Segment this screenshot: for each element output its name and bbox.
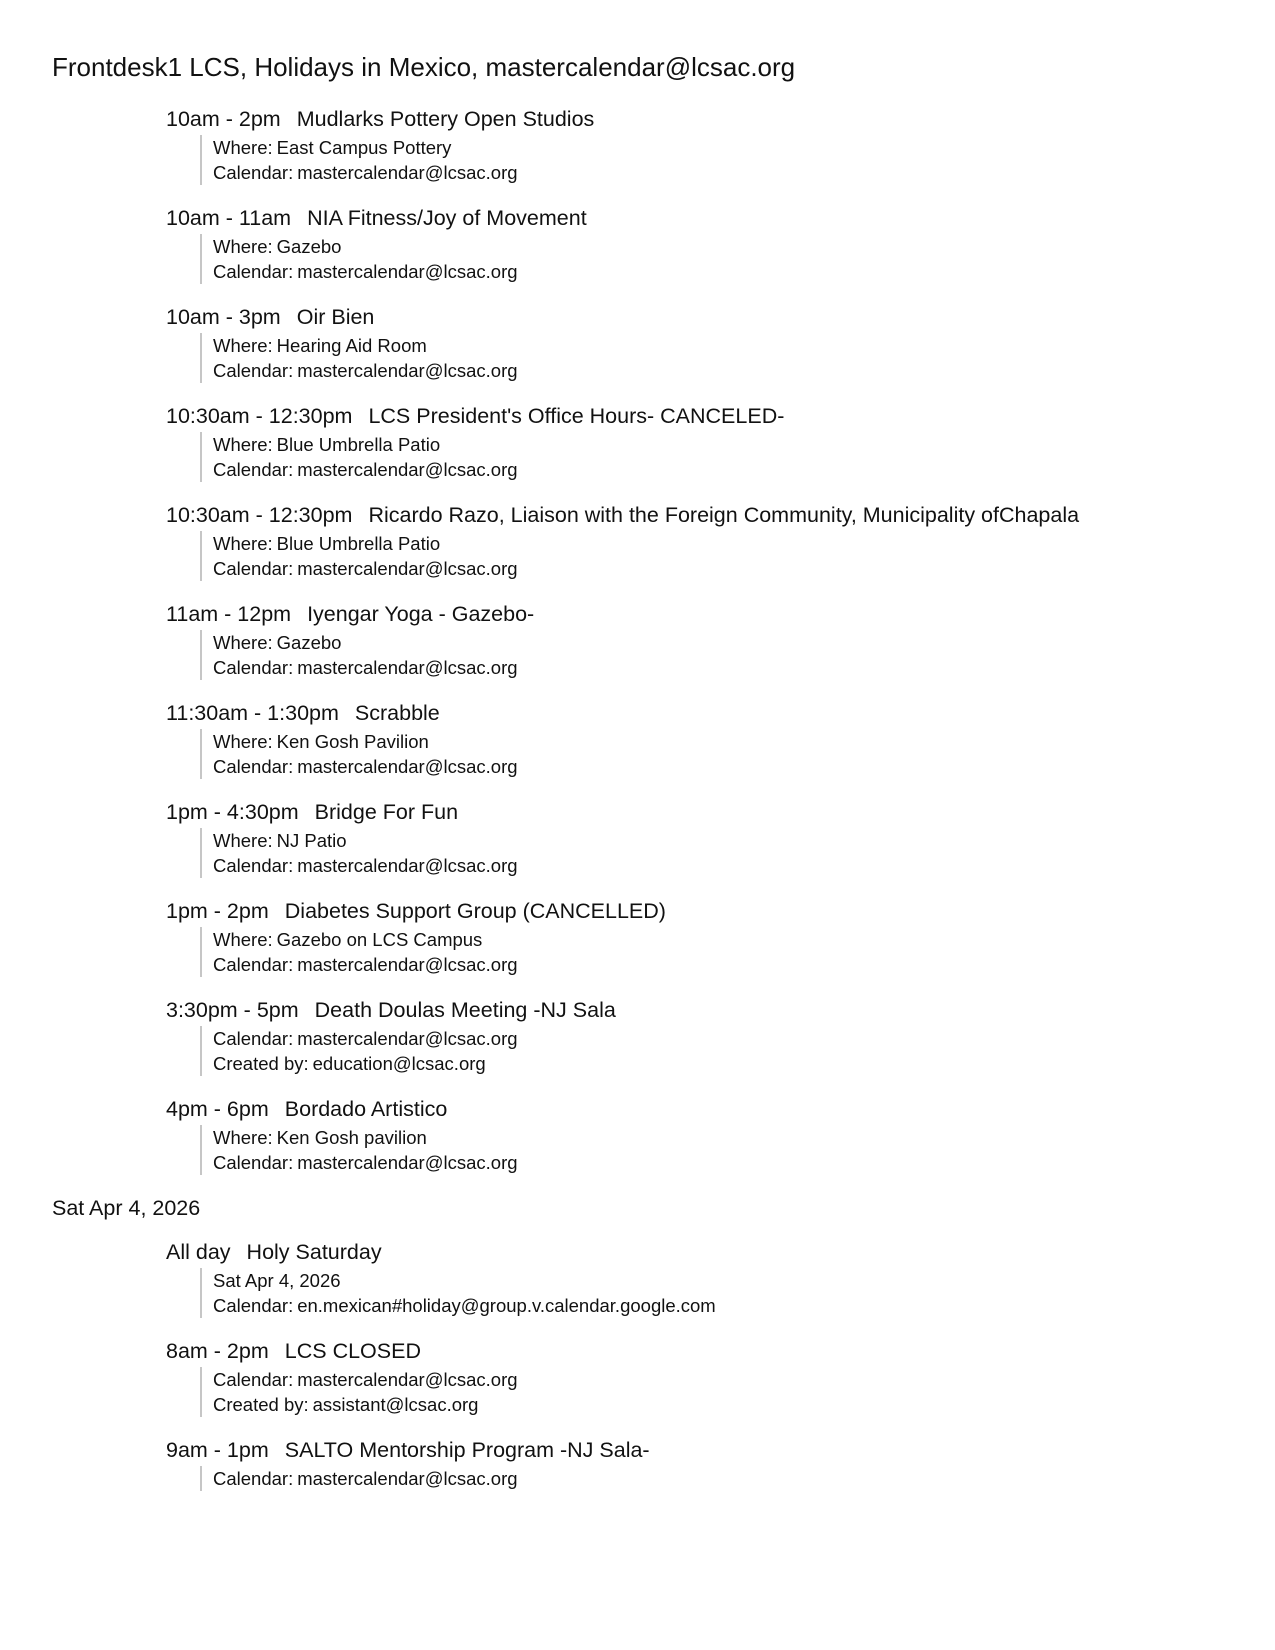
detail-value: Ken Gosh Pavilion <box>276 731 429 752</box>
detail-value: NJ Patio <box>276 830 347 851</box>
event-details <box>200 1466 1275 1491</box>
detail-row <box>213 630 1275 655</box>
detail-label: Where: <box>213 137 273 158</box>
event-details <box>200 135 1275 185</box>
detail-row <box>213 259 1275 284</box>
detail-row <box>213 333 1275 358</box>
event-item <box>166 501 1275 581</box>
event-details <box>200 333 1275 383</box>
detail-row <box>213 952 1275 977</box>
event-title: Bridge For Fun <box>314 800 459 824</box>
event-time: 9am - 1pm <box>166 1438 269 1462</box>
detail-value: mastercalendar@lcsac.org <box>297 1028 518 1049</box>
event-details <box>200 432 1275 482</box>
detail-value: Blue Umbrella Patio <box>276 434 441 455</box>
detail-label: Where: <box>213 335 273 356</box>
event-item <box>166 996 1275 1076</box>
event-title: LCS CLOSED <box>284 1339 421 1363</box>
detail-value: East Campus Pottery <box>276 137 452 158</box>
detail-label: Where: <box>213 830 273 851</box>
event-time: 8am - 2pm <box>166 1339 269 1363</box>
detail-row <box>213 1466 1275 1491</box>
event-title: Oir Bien <box>296 305 375 329</box>
event-title: LCS President's Office Hours- CANCELED- <box>368 404 785 428</box>
detail-row <box>213 1392 1275 1417</box>
event-heading <box>166 996 1275 1024</box>
event-heading <box>166 501 1275 529</box>
event-item <box>166 699 1275 779</box>
detail-label: Where: <box>213 533 273 554</box>
event-heading <box>166 1436 1275 1464</box>
detail-label: Calendar: <box>213 1468 294 1489</box>
detail-label: Calendar: <box>213 1295 294 1316</box>
detail-value: mastercalendar@lcsac.org <box>297 1152 518 1173</box>
detail-label: Calendar: <box>213 459 294 480</box>
event-heading <box>166 1095 1275 1123</box>
detail-value: mastercalendar@lcsac.org <box>297 1369 518 1390</box>
event-time: 10am - 11am <box>166 206 292 230</box>
detail-label: Calendar: <box>213 360 294 381</box>
detail-label: Where: <box>213 236 273 257</box>
detail-label: Created by: <box>213 1053 309 1074</box>
event-heading <box>166 1238 1275 1266</box>
event-details <box>200 1268 1275 1318</box>
event-heading <box>166 798 1275 826</box>
event-details <box>200 531 1275 581</box>
detail-row <box>213 1026 1275 1051</box>
detail-value: Hearing Aid Room <box>276 335 427 356</box>
date-header: Sat Apr 4, 2026 <box>52 1196 201 1220</box>
detail-value: mastercalendar@lcsac.org <box>297 756 518 777</box>
event-item <box>166 1337 1275 1417</box>
event-item <box>166 402 1275 482</box>
detail-value: Sat Apr 4, 2026 <box>213 1270 341 1291</box>
event-heading <box>166 1337 1275 1365</box>
detail-label: Where: <box>213 929 273 950</box>
event-title: Iyengar Yoga - Gazebo- <box>307 602 535 626</box>
detail-row <box>213 234 1275 259</box>
detail-label: Calendar: <box>213 1369 294 1390</box>
event-item <box>166 798 1275 878</box>
event-time: All day <box>166 1240 231 1264</box>
detail-row <box>213 1150 1275 1175</box>
detail-value: mastercalendar@lcsac.org <box>297 162 518 183</box>
event-time: 11:30am - 1:30pm <box>166 701 339 725</box>
event-title: Scrabble <box>354 701 440 725</box>
detail-label: Where: <box>213 632 273 653</box>
detail-row <box>213 1268 1275 1293</box>
event-time: 3:30pm - 5pm <box>166 998 299 1022</box>
detail-row <box>213 1125 1275 1150</box>
event-time: 11am - 12pm <box>166 602 292 626</box>
event-details <box>200 828 1275 878</box>
event-item <box>166 1095 1275 1175</box>
detail-value: education@lcsac.org <box>312 1053 486 1074</box>
event-heading <box>166 600 1275 628</box>
detail-value: mastercalendar@lcsac.org <box>297 459 518 480</box>
event-item <box>166 204 1275 284</box>
detail-row <box>213 729 1275 754</box>
detail-label: Calendar: <box>213 1152 294 1173</box>
detail-row <box>213 754 1275 779</box>
detail-label: Calendar: <box>213 657 294 678</box>
detail-label: Calendar: <box>213 558 294 579</box>
event-heading <box>166 105 1275 133</box>
event-heading <box>166 699 1275 727</box>
detail-label: Where: <box>213 434 273 455</box>
detail-label: Calendar: <box>213 1028 294 1049</box>
event-title: Diabetes Support Group (CANCELLED) <box>284 899 666 923</box>
detail-label: Calendar: <box>213 855 294 876</box>
detail-row <box>213 1293 1275 1318</box>
detail-row <box>213 432 1275 457</box>
event-heading <box>166 897 1275 925</box>
event-details <box>200 234 1275 284</box>
detail-row <box>213 531 1275 556</box>
event-details <box>200 927 1275 977</box>
detail-label: Calendar: <box>213 954 294 975</box>
event-time: 10:30am - 12:30pm <box>166 404 353 428</box>
event-time: 10am - 3pm <box>166 305 281 329</box>
event-item <box>166 1436 1275 1491</box>
event-title: NIA Fitness/Joy of Movement <box>307 206 587 230</box>
event-details <box>200 729 1275 779</box>
event-time: 1pm - 2pm <box>166 899 269 923</box>
event-details <box>200 1026 1275 1076</box>
event-title: Death Doulas Meeting -NJ Sala <box>314 998 616 1022</box>
detail-label: Created by: <box>213 1394 309 1415</box>
event-time: 4pm - 6pm <box>166 1097 269 1121</box>
detail-value: Gazebo on LCS Campus <box>276 929 483 950</box>
detail-value: assistant@lcsac.org <box>312 1394 479 1415</box>
event-details <box>200 1125 1275 1175</box>
event-title: Mudlarks Pottery Open Studios <box>296 107 595 131</box>
detail-value: Ken Gosh pavilion <box>276 1127 427 1148</box>
event-time: 1pm - 4:30pm <box>166 800 299 824</box>
agenda-list <box>0 105 1275 1510</box>
detail-label: Calendar: <box>213 261 294 282</box>
event-heading <box>166 204 1275 232</box>
event-item <box>166 1238 1275 1318</box>
event-details <box>200 630 1275 680</box>
event-title: Ricardo Razo, Liaison with the Foreign Community, Municipality ofChapala <box>368 503 1080 527</box>
detail-row <box>213 135 1275 160</box>
detail-label: Calendar: <box>213 162 294 183</box>
detail-label: Where: <box>213 1127 273 1148</box>
event-heading <box>166 303 1275 331</box>
detail-value: mastercalendar@lcsac.org <box>297 261 518 282</box>
event-details <box>200 1367 1275 1417</box>
detail-row <box>213 828 1275 853</box>
detail-value: Gazebo <box>276 236 342 257</box>
detail-value: mastercalendar@lcsac.org <box>297 360 518 381</box>
detail-row <box>213 556 1275 581</box>
event-item <box>166 303 1275 383</box>
detail-label: Calendar: <box>213 756 294 777</box>
event-item <box>166 600 1275 680</box>
event-heading <box>166 402 1275 430</box>
detail-value: mastercalendar@lcsac.org <box>297 657 518 678</box>
event-time: 10:30am - 12:30pm <box>166 503 353 527</box>
detail-row <box>213 457 1275 482</box>
detail-row <box>213 160 1275 185</box>
event-title: SALTO Mentorship Program -NJ Sala- <box>284 1438 650 1462</box>
detail-value: mastercalendar@lcsac.org <box>297 954 518 975</box>
detail-row <box>213 927 1275 952</box>
event-title: Bordado Artistico <box>284 1097 448 1121</box>
detail-label: Where: <box>213 731 273 752</box>
event-item <box>166 897 1275 977</box>
detail-row <box>213 655 1275 680</box>
event-title: Holy Saturday <box>246 1240 382 1264</box>
detail-row <box>213 1367 1275 1392</box>
detail-value: en.mexican#holiday@group.v.calendar.google.com <box>297 1295 716 1316</box>
page-title: Frontdesk1 LCS, Holidays in Mexico, mastercalendar@lcsac.org <box>52 52 796 82</box>
detail-value: mastercalendar@lcsac.org <box>297 855 518 876</box>
detail-row <box>213 1051 1275 1076</box>
event-time: 10am - 2pm <box>166 107 281 131</box>
detail-row <box>213 358 1275 383</box>
detail-row <box>213 853 1275 878</box>
event-item <box>166 105 1275 185</box>
detail-value: Blue Umbrella Patio <box>276 533 441 554</box>
detail-value: mastercalendar@lcsac.org <box>297 558 518 579</box>
detail-value: mastercalendar@lcsac.org <box>297 1468 518 1489</box>
detail-value: Gazebo <box>276 632 342 653</box>
